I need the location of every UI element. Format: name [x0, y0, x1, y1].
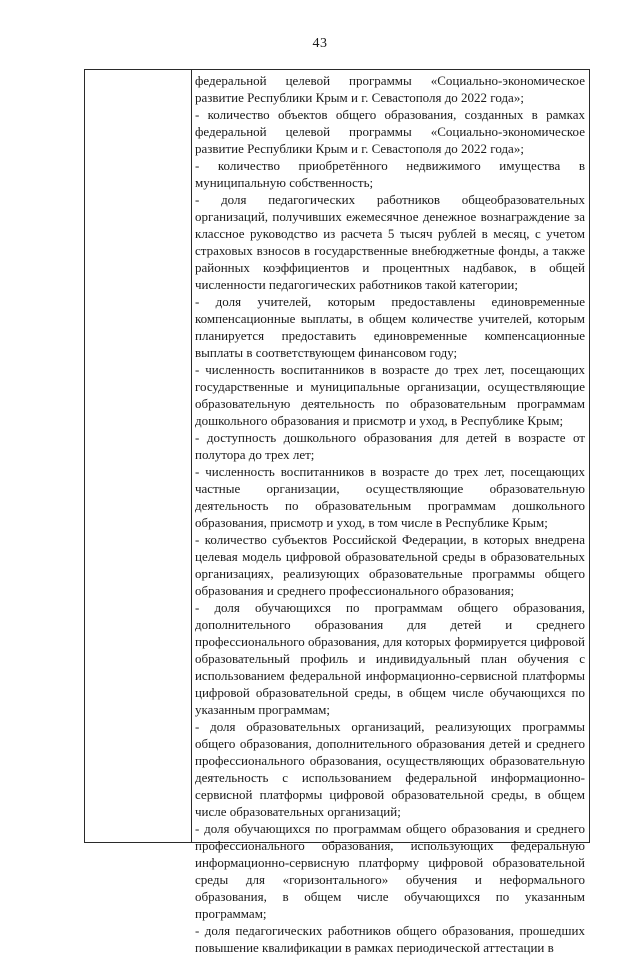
indicator-item: - доля обучающихся по программам общего образования и среднего профессионального образования, использующих федеральную информационно-сервисную платформу цифровой образовательной среды для «горизонтального» обучения и неформального образования, в общем числе обучающихся по указанным программам;: [195, 821, 585, 921]
table-left-column: [85, 70, 192, 842]
indicator-item: - доля обучающихся по программам общего образования, дополнительного образования для детей и среднего профессионального образования, для которых формируется цифровой образовательный профиль и индивидуальный план обучения с использованием федеральной информационно-сервисной платформы цифровой образовательной среды, в общем числе обучающихся по указанным программам;: [195, 600, 585, 717]
indicator-item: - численность воспитанников в возрасте до трех лет, посещающих частные организации, осуществляющие образовательную деятельность по образовательным программам дошкольного образования, присмотр и уход, в том числе в Республике Крым;: [195, 464, 585, 530]
indicator-item: - количество субъектов Российской Федерации, в которых внедрена целевая модель цифровой образовательной среды в образовательных организациях, реализующих образовательные программы общего образования и среднего профессионального образования;: [195, 532, 585, 598]
indicator-item: - доступность дошкольного образования для детей в возрасте от полутора до трех лет;: [195, 430, 585, 462]
indicator-item: федеральной целевой программы «Социально-экономическое развитие Республики Крым и г. Севастополя до 2022 года»;: [195, 73, 585, 105]
indicator-item: - количество объектов общего образования, созданных в рамках федеральной целевой программы «Социально-экономическое развитие Республики Крым и г. Севастополя до 2022 года»;: [195, 107, 585, 156]
indicator-item: - доля учителей, которым предоставлены единовременные компенсационные выплаты, в общем количестве учителей, которым планируется предоставить единовременные компенсационные выплаты в соответствующем финансовом году;: [195, 294, 585, 360]
indicator-item: - количество приобретённого недвижимого имущества в муниципальную собственность;: [195, 158, 585, 190]
indicator-item: - численность воспитанников в возрасте до трех лет, посещающих государственные и муниципальные организации, осуществляющие образовательную деятельность по образовательным программам дошкольного образования и присмотр и уход, в Республике Крым;: [195, 362, 585, 428]
indicators-table: [84, 69, 590, 955]
page-number: 43: [312, 36, 328, 51]
table-right-column: [195, 72, 585, 955]
indicator-item: - доля образовательных организаций, реализующих программы общего образования, дополнительного образования детей и среднего профессионального образования, осуществляющих образовательную деятельность с использованием федеральной информационно-сервисной платформы цифровой образовательной среды, в общем числе образовательных организаций;: [195, 719, 585, 819]
indicator-item: - доля педагогических работников общеобразовательных организаций, получивших ежемесячное денежное вознаграждение за классное руководство из расчета 5 тысяч рублей в месяц, с учетом страховых взносов в государственные внебюджетные фонды, а также районных коэффициентов и процентных надбавок, в общей численности педагогических работников такой категории;: [195, 192, 585, 292]
indicator-item: - доля педагогических работников общего образования, прошедших повышение квалификации в рамках периодической аттестации в: [195, 923, 585, 955]
